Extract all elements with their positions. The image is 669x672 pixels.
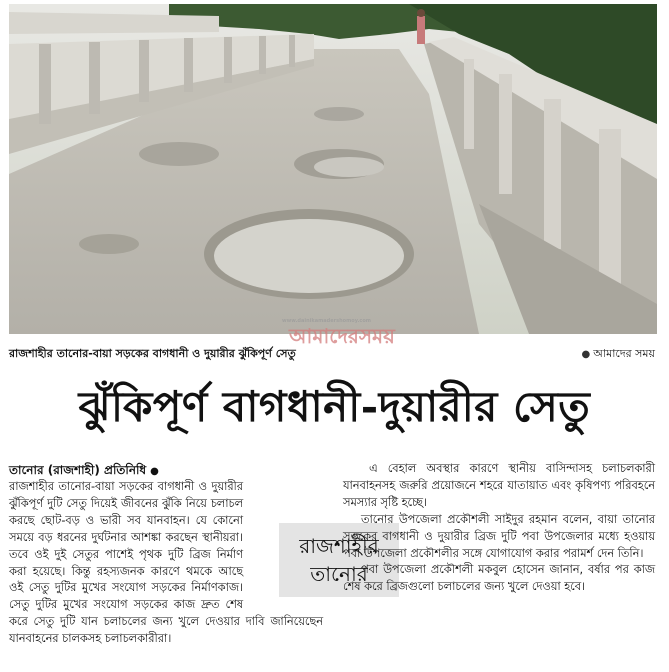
paragraph: পবা উপজেলা প্রকৌশলী মকবুল হোসেন জানান, বর্ষার পর কাজ শেষ করে ব্রিজগুলো চলাচলের জন্য খুলে দেওয়া হবে। (343, 563, 655, 594)
paragraph: তানোর উপজেলা প্রকৌশলী সাইদুর রহমান বলেন, বায়া তানোর সড়কের বাগধানী ও দুয়ারীর ব্রিজ দুটি পবা উপজেলার মধ্যে হওয়ায় পবা উপজেলা প্রকৌশলীর সঙ্গে যোগাযোগ করার পরামর্শ দেন তিনি। (343, 512, 655, 560)
headline: ঝুঁকিপূর্ণ বাগধানী-দুয়ারীর সেতু (78, 382, 591, 431)
paragraph: এ বেহাল অবস্থার কারণে স্থানীয় বাসিন্দাসহ চলাচলকারী যানবাহনসহ জরুরি প্রয়োজনে শহরে যাতায়াত এবং কৃষিপণ্য পরিবহনে সমস্যার সৃষ্টি হচ্ছে। (343, 462, 655, 509)
byline-text: তানোর (রাজশাহী) প্রতিনিধি (9, 463, 147, 477)
photo-caption: রাজশাহীর তানোর-বায়া সড়কের বাগধানী ও দুয়ারীর ঝুঁকিপূর্ণ সেতু (9, 347, 296, 360)
paragraph: রাজশাহীর তানোর-বায়া সড়কের বাগধানী ও দুয়ারীর ঝুঁকিপূর্ণ দুটি সেতু দিয়েই জীবনের ঝুঁকি নিয়ে চলাচল করছে ছোট-বড় ও ভারী সব যানবাহন। যে কোনো সময়ে বড় ধরনের দুর্ঘটনার আশঙ্কা করছেন স্থানীয়রা। তবে ওই দুই সেতুর পাশেই পৃথক দুটি ব্রিজ নির্মাণ করা হয়েছে। কিন্তু রহস্যজনক কারণে থমকে আছে ওই সেতু দুটির মুখের সংযোগ সড়কের নির্মাণকাজ। সেতু দুটির মুখের সংযোগ সড়কের কাজ দ্রুত শেষ করে সেতু দুটি যান চলাচলের জন্য খুলে দেওয়ার দাবি জানিয়েছেন যানবাহনের চালকসহ চলাচলকারীরা। (9, 480, 323, 646)
article-column-2 (343, 461, 655, 596)
pull-quote-line-1: রাজশাহীর (299, 534, 379, 558)
photo-credit-text: আমাদের সময় (593, 347, 655, 360)
bullet-icon: ● (581, 349, 591, 360)
photo-credit (582, 345, 655, 364)
watermark-url: www.dainikamadershomoy.com (282, 318, 372, 324)
bridge-photo (9, 4, 657, 334)
bullet-icon: ● (150, 466, 159, 477)
article-column-1 (9, 479, 323, 648)
watermark-text: আমাদেরসময় (289, 324, 395, 348)
pull-quote-line-2: তানোর (310, 562, 368, 586)
